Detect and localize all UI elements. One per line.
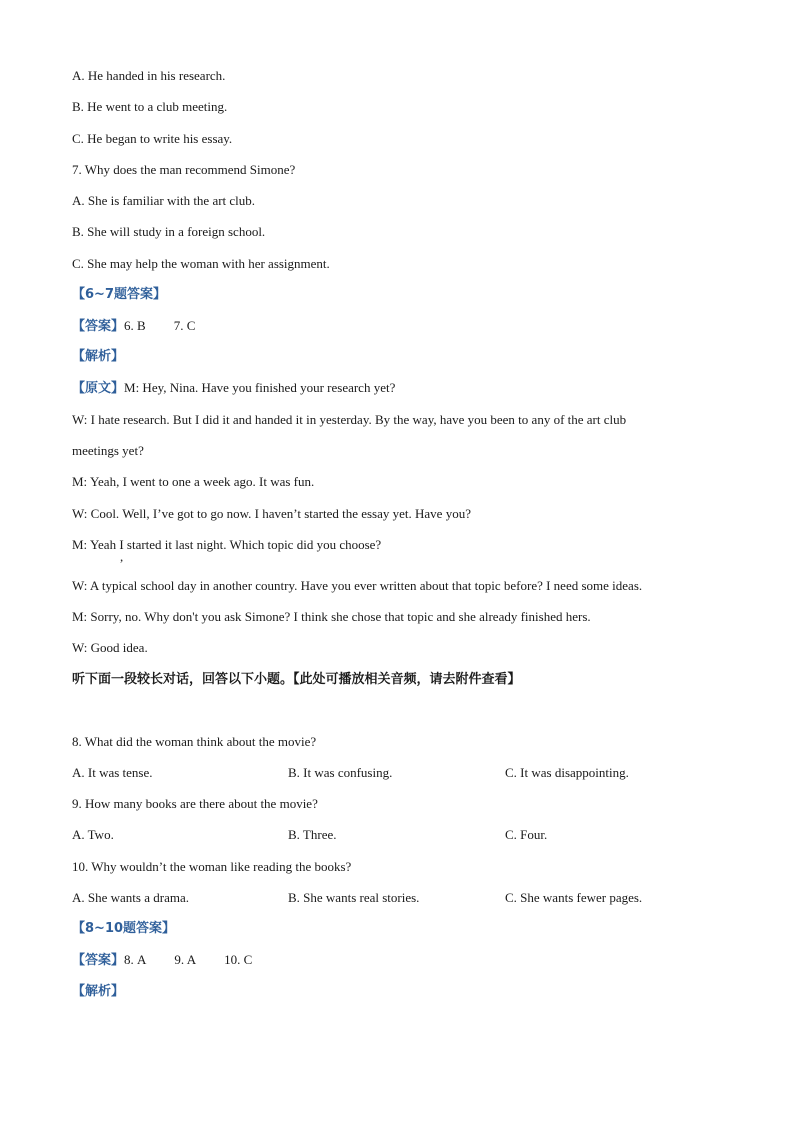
transcript-line-4: M: Yeah, I went to one a week ago. It was fun. bbox=[72, 474, 315, 489]
q7-question: 7. Why does the man recommend Simone? bbox=[72, 162, 296, 177]
transcript-line-1 bbox=[72, 380, 395, 397]
answer-6: 6. B bbox=[124, 318, 146, 333]
analysis-label-8-10: 【解析】 bbox=[72, 984, 125, 999]
q8-option-a: A. It was tense. bbox=[72, 765, 153, 780]
transcript-line-3: meetings yet? bbox=[72, 443, 144, 458]
q6-option-b: B. He went to a club meeting. bbox=[72, 99, 228, 114]
q6-option-a: A. He handed in his research. bbox=[72, 68, 226, 83]
q7-option-a: A. She is familiar with the art club. bbox=[72, 193, 256, 208]
answer-line-8-10 bbox=[72, 952, 252, 969]
q7-option-c: C. She may help the woman with her assignment. bbox=[72, 256, 330, 271]
q8-question: 8. What did the woman think about the movie? bbox=[72, 734, 317, 749]
q9-option-c: C. Four. bbox=[505, 827, 548, 842]
answer-label: 【答案】 bbox=[72, 953, 125, 968]
q10-option-a: A. She wants a drama. bbox=[72, 890, 189, 905]
transcript-label: 【原文】 bbox=[72, 381, 125, 396]
q7-option-b: B. She will study in a foreign school. bbox=[72, 224, 266, 239]
transcript-line-6: M: Yeah I started it last night. Which topic did you choose? bbox=[72, 537, 382, 552]
q9-option-b: B. Three. bbox=[288, 827, 337, 842]
q6-option-c: C. He began to write his essay. bbox=[72, 131, 233, 146]
q10-option-c: C. She wants fewer pages. bbox=[505, 890, 643, 905]
q9-option-a: A. Two. bbox=[72, 827, 114, 842]
q10-option-b: B. She wants real stories. bbox=[288, 890, 420, 905]
q9-question: 9. How many books are there about the movie? bbox=[72, 796, 318, 811]
transcript-line-5: W: Cool. Well, I’ve got to go now. I haven’t started the essay yet. Have you? bbox=[72, 506, 471, 521]
stray-comma: , bbox=[120, 549, 124, 564]
answer-heading-8-10: 【8~10题答案】 bbox=[72, 921, 176, 936]
q10-question: 10. Why wouldn’t the woman like reading the books? bbox=[72, 859, 352, 874]
listening-instruction: 听下面一段较长对话，回答以下小题。【此处可播放相关音频，请去附件查看】 bbox=[72, 672, 521, 687]
transcript-line-2: W: I hate research. But I did it and handed it in yesterday. By the way, have you been to any of the art club bbox=[72, 412, 627, 427]
answer-9: 9. A bbox=[174, 952, 197, 967]
answer-10: 10. C bbox=[224, 952, 253, 967]
answer-line-6-7 bbox=[72, 318, 195, 335]
answer-heading-6-7: 【6~7题答案】 bbox=[72, 287, 166, 302]
answer-7: 7. C bbox=[173, 318, 196, 333]
transcript-line-7: W: A typical school day in another country. Have you ever written about that topic before? I need some ideas. bbox=[72, 578, 643, 593]
answer-label: 【答案】 bbox=[72, 319, 125, 334]
transcript-line-9: W: Good idea. bbox=[72, 640, 148, 655]
answer-8: 8. A bbox=[124, 952, 147, 967]
transcript-line-8: M: Sorry, no. Why don't you ask Simone? I think she chose that topic and she already finished hers. bbox=[72, 609, 591, 624]
transcript-text: M: Hey, Nina. Have you finished your research yet? bbox=[124, 380, 396, 395]
analysis-label-6-7: 【解析】 bbox=[72, 349, 125, 364]
q8-option-c: C. It was disappointing. bbox=[505, 765, 629, 780]
q8-option-b: B. It was confusing. bbox=[288, 765, 393, 780]
